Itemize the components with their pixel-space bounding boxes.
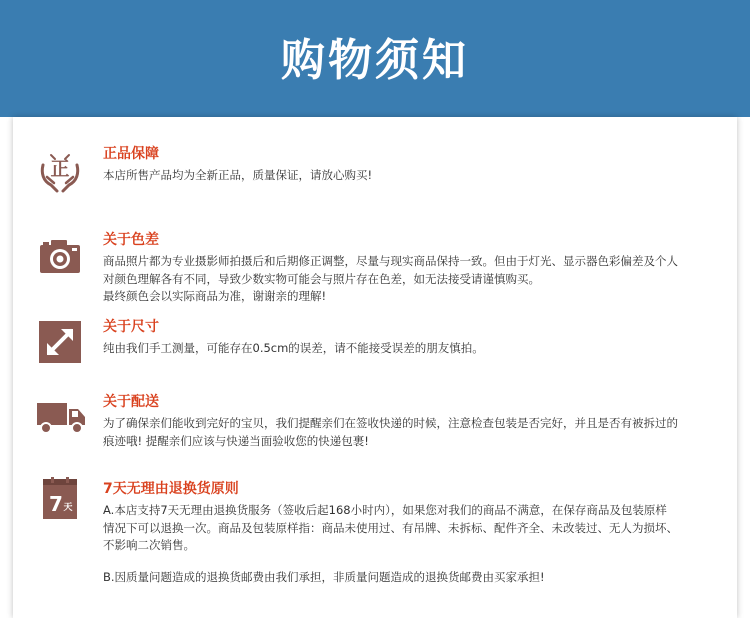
section-return-text [103,480,731,586]
section-title: 关于配送 [103,394,159,410]
seven-digit: 7 [49,492,63,516]
delivery-truck-icon [35,395,87,441]
section-line: 最终颜色会以实际商品为准，谢谢亲的理解! [103,289,327,303]
section-line: 本店所售产品均为全新正品，质量保证，请放心购买! [103,168,373,182]
section-line: 商品照片都为专业摄影师拍摄后和后期修正调整，尽量与现实商品保持一致。但由于灯光、显示器色彩偏差及个人 [103,254,678,268]
section-title: 正品保障 [103,146,159,162]
section-line: 痕迹哦! 提醒亲们应该与快递当面验收您的快递包裹! [103,433,369,448]
day-char: 天 [63,503,73,513]
section-size-text [103,318,731,358]
seven-day-calendar-icon [37,476,83,522]
section-line: 对颜色理解各有不同，导致少数实物可能会与照片存在色差，如无法接受请谨慎购买。 [103,271,540,286]
resize-arrow-icon [37,319,83,365]
notice-panel [13,117,737,618]
page-title: 购物须知 [281,34,469,86]
section-title: 7天无理由退换货原则 [103,481,239,497]
section-title: 关于色差 [103,232,159,248]
spacer [103,555,731,569]
page-header [0,0,750,117]
section-delivery-text [103,393,731,450]
section-line: A.本店支持7天无理由退换货服务（签收后起168小时内），如果您对我们的商品不满意，在保存商品及包装原样 [103,503,667,517]
genuine-char: 正 [50,158,70,180]
genuine-hands-icon [37,149,83,195]
section-line: B.因质量问题造成的退换货邮费由我们承担，非质量问题造成的退换货邮费由买家承担! [103,569,545,584]
camera-icon [37,235,83,281]
section-title: 关于尺寸 [103,319,159,335]
section-line: 纯由我们手工测量，可能存在0.5cm的误差，请不能接受误差的朋友慎拍。 [103,341,484,355]
section-line: 情况下可以退换一次。商品及包装原样指：商品未使用过、有吊牌、未拆标、配件齐全、未改装过、无人为损坏、 [103,520,678,535]
section-line: 为了确保亲们能收到完好的宝贝，我们提醒亲们在签收快递的时候，注意检查包装是否完好，并且是否有被拆过的 [103,416,678,430]
section-genuine-text [103,145,731,185]
section-line: 不影响二次销售。 [103,538,195,552]
section-color-text [103,231,731,306]
